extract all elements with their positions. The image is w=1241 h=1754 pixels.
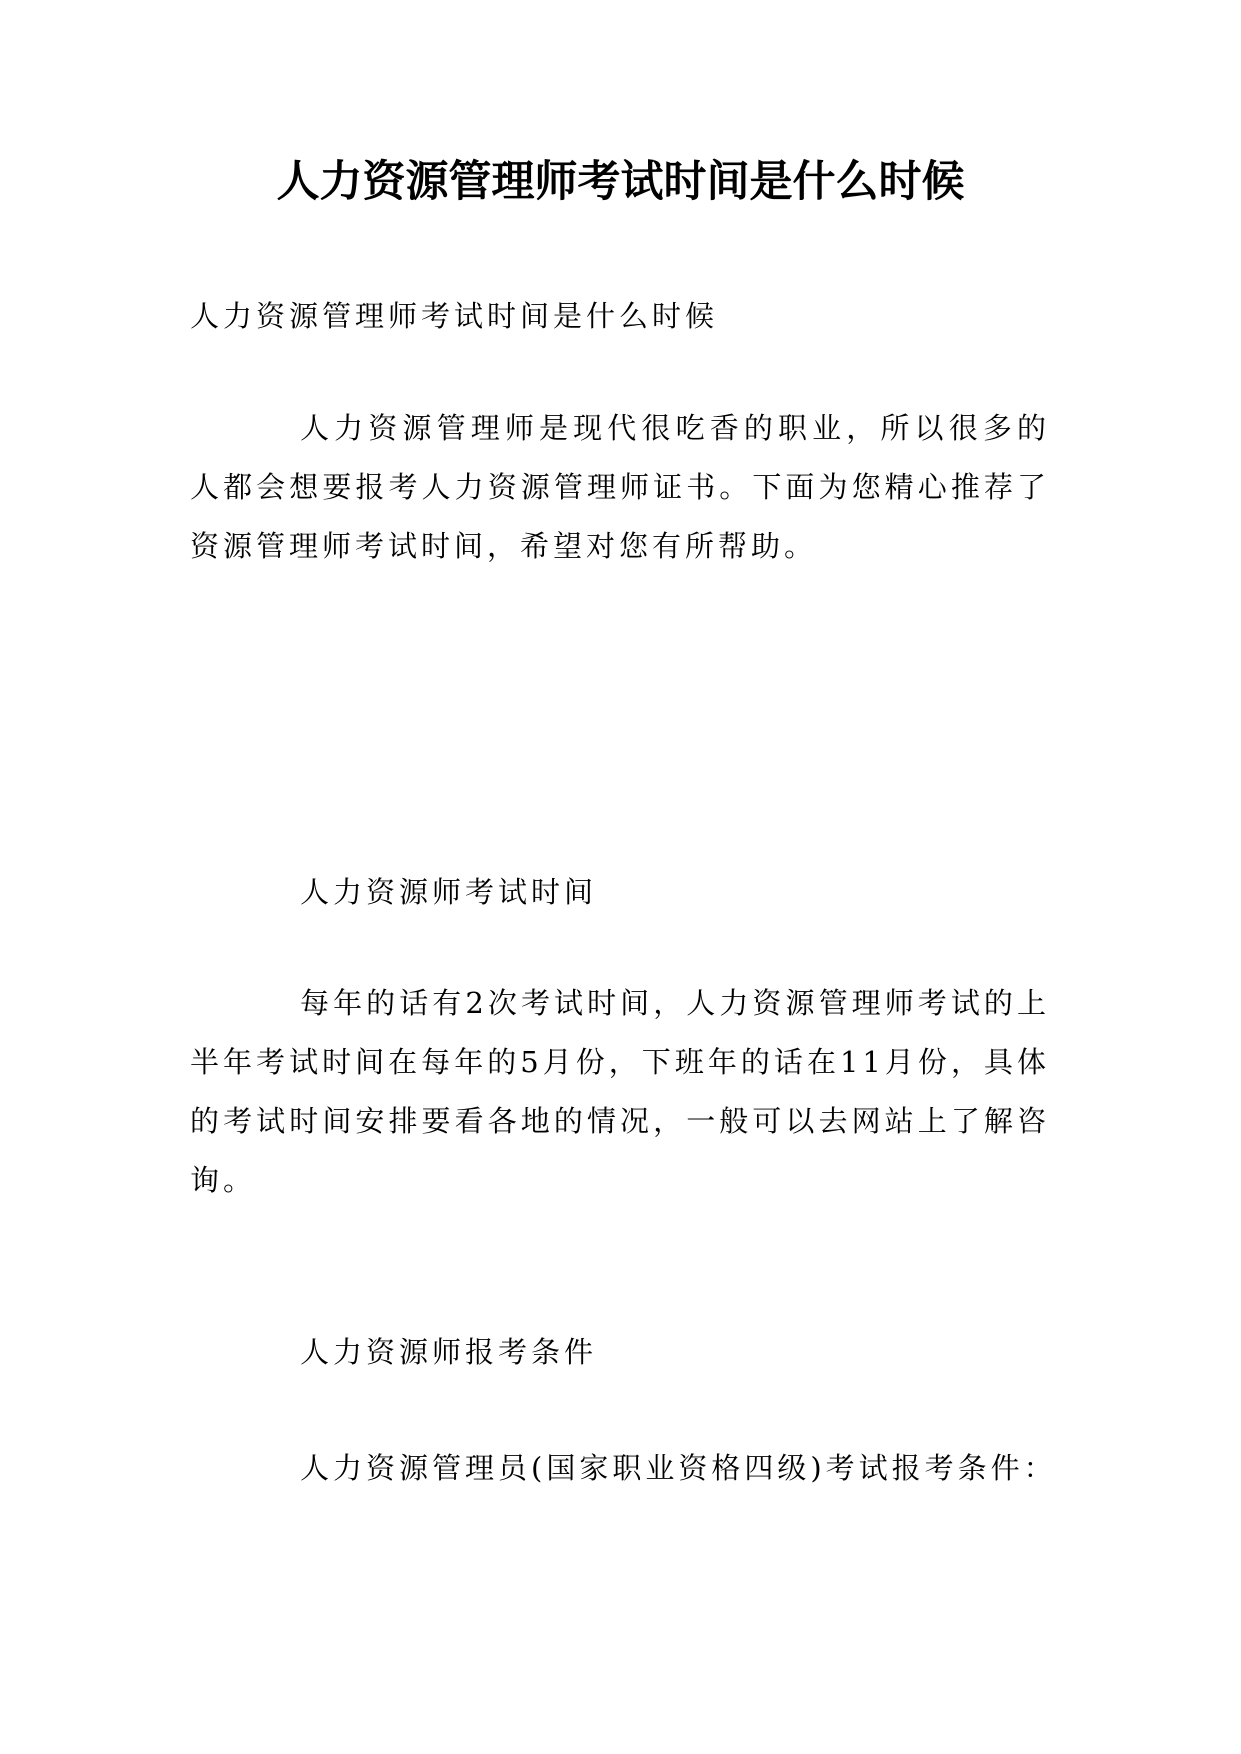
exam-time-paragraph: 每年的话有2次考试时间，人力资源管理师考试的上半年考试时间在每年的5月份，下班年的话在11月份，具体的考试时间安排要看各地的情况，一般可以去网站上了解咨询。: [190, 986, 1050, 1197]
section-heading-eligibility: 人力资源师报考条件: [300, 1335, 598, 1369]
eligibility-paragraph: 人力资源管理员(国家职业资格四级)考试报考条件：: [300, 1451, 1057, 1485]
intro-paragraph: 人力资源管理师是现代很吃香的职业，所以很多的人都会想要报考人力资源管理师证书。下面为您精心推荐了资源管理师考试时间，希望对您有所帮助。: [190, 411, 1050, 563]
section-heading-exam-time: 人力资源师考试时间: [300, 875, 598, 909]
document-title: 人力资源管理师考试时间是什么时候: [276, 157, 965, 207]
document-subtitle: 人力资源管理师考试时间是什么时候: [190, 299, 719, 333]
